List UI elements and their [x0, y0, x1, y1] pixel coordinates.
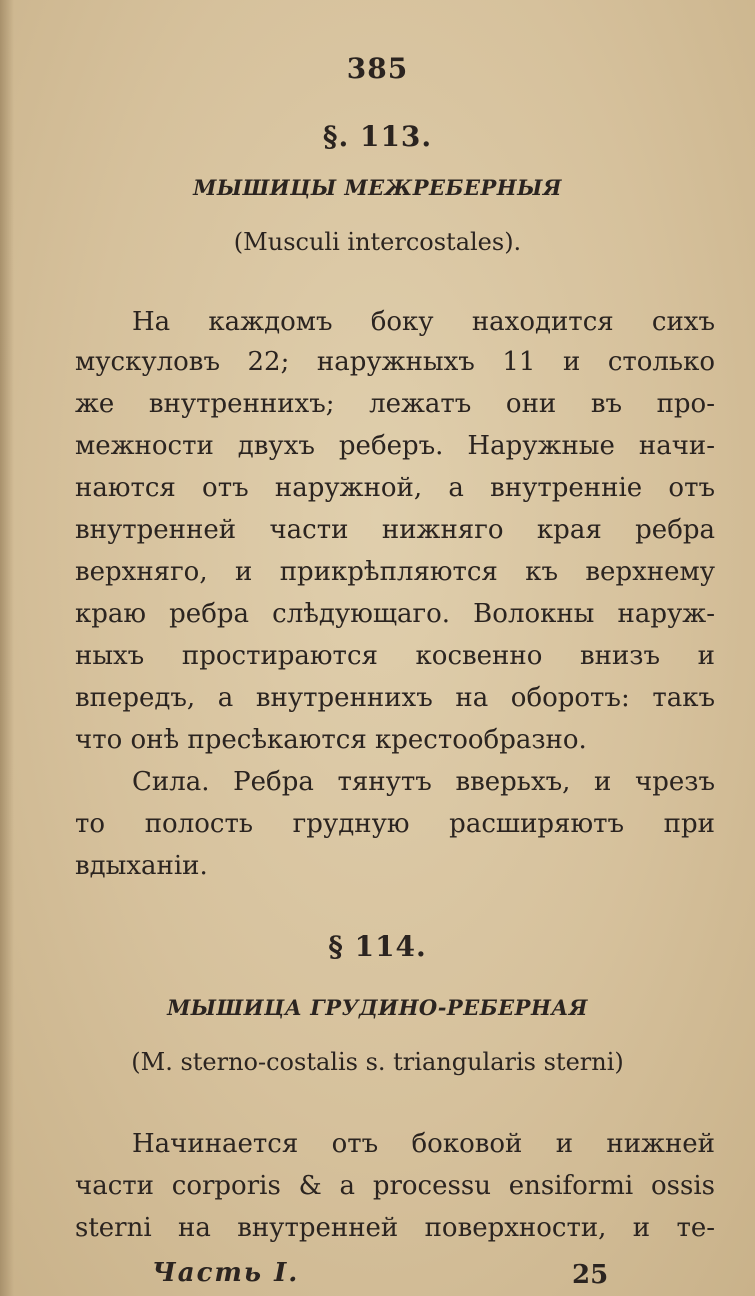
text-line: части corporis & a processu ensiformi ossis: [75, 1171, 715, 1201]
text-line: что онѣ пресѣкаются крестообразно.: [75, 725, 587, 755]
latin-name-113: (Musculi intercostales).: [233, 228, 522, 256]
text-line: sterni на внутренней поверхности, и те-: [75, 1213, 715, 1243]
text-line: краю ребра слѣдующаго. Волокны наруж-: [75, 599, 715, 629]
text-line: наются отъ наружной, а внутренніе отъ: [75, 473, 715, 503]
section-heading-113: §. 113.: [322, 120, 433, 153]
text-line: Начинается отъ боковой и нижней: [132, 1129, 715, 1159]
section-title-114: МЫШИЦА ГРУДИНО-РЕБЕРНАЯ: [167, 995, 588, 1020]
text-line: внутренней части нижняго края ребра: [75, 515, 715, 545]
section-heading-114: § 114.: [328, 930, 427, 963]
text-line: межности двухъ реберъ. Наружные начи-: [75, 431, 715, 461]
signature-mark: Часть I.: [152, 1258, 300, 1288]
text-line: Сила. Ребра тянутъ вверьхъ, и чрезъ: [132, 767, 715, 797]
page-number: 385: [346, 52, 409, 85]
text-line: мускуловъ 22; наружныхъ 11 и столько: [75, 347, 715, 377]
latin-name-114: (M. sterno-costalis s. triangularis sterni): [131, 1048, 624, 1076]
sheet-number: 25: [572, 1260, 609, 1290]
text-line: же внутреннихъ; лежатъ они въ про-: [75, 389, 715, 419]
text-line: На каждомъ боку находится сихъ: [132, 307, 715, 337]
text-line: впередъ, а внутреннихъ на оборотъ: такъ: [75, 683, 715, 713]
text-line: то полость грудную расширяютъ при: [75, 809, 715, 839]
text-line: ныхъ простираются косвенно внизъ и: [75, 641, 715, 671]
section-title-113: МЫШИЦЫ МЕЖРЕБЕРНЫЯ: [193, 175, 562, 200]
text-line: верхняго, и прикрѣпляются къ верхнему: [75, 557, 715, 587]
text-line: вдыханіи.: [75, 851, 208, 881]
